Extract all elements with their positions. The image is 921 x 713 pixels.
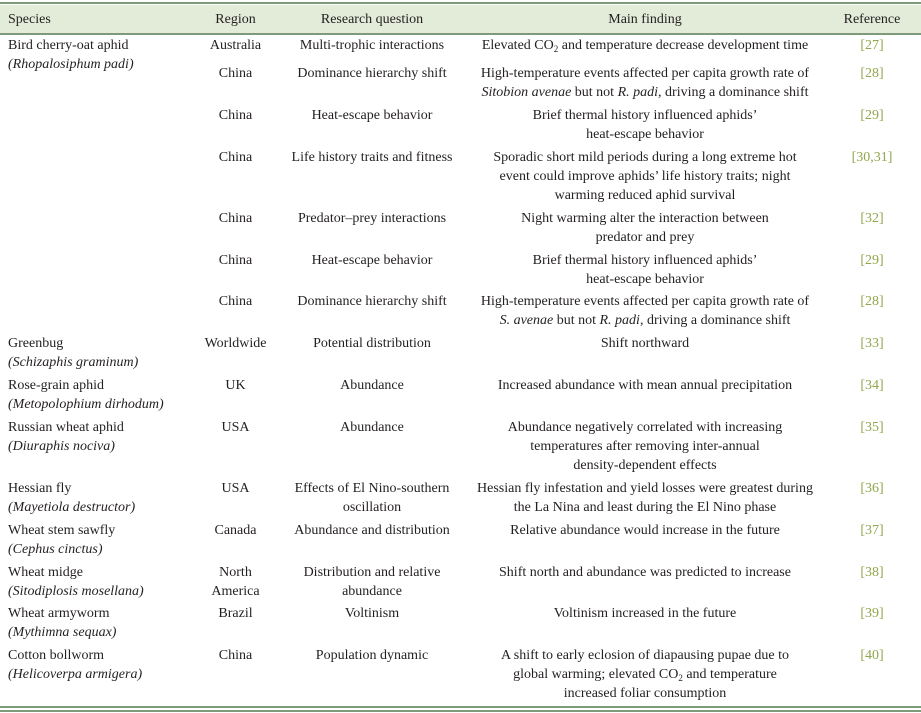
- main-finding-line: High-temperature events affected per capita growth rate of: [480, 294, 810, 309]
- region-cell: China: [218, 648, 253, 663]
- main-finding-line: Abundance negatively correlated with increasing: [507, 420, 783, 435]
- species-common-name: Wheat armyworm: [8, 606, 110, 621]
- main-finding-line: S. avenae but not R. padi, driving a dominance shift: [499, 313, 791, 328]
- reference-link[interactable]: [34]: [860, 378, 884, 393]
- reference-link[interactable]: [27]: [860, 38, 884, 53]
- reference-link[interactable]: [35]: [860, 420, 884, 435]
- species-latin-name: (Schizaphis graminum): [8, 355, 139, 370]
- header-main-finding: Main finding: [608, 12, 682, 27]
- region-cell: Worldwide: [204, 336, 267, 351]
- research-question-cell: Effects of El Nino-southern: [294, 481, 450, 496]
- research-question-cell: Abundance: [340, 420, 404, 435]
- main-finding-line: the La Nina and least during the El Nino phase: [513, 500, 777, 515]
- species-common-name: Cotton bollworm: [8, 648, 105, 663]
- main-finding-line: Shift northward: [600, 336, 690, 351]
- research-question-cell: Heat-escape behavior: [311, 253, 433, 268]
- main-finding-line: Brief thermal history influenced aphids’: [532, 253, 758, 268]
- main-finding-line: Brief thermal history influenced aphids’: [532, 108, 758, 123]
- reference-link[interactable]: [28]: [860, 66, 884, 81]
- species-common-name: Russian wheat aphid: [8, 420, 124, 435]
- table-header: [0, 5, 921, 33]
- research-question-cell: Potential distribution: [313, 336, 431, 351]
- region-cell: North: [219, 565, 252, 580]
- research-question-cell: oscillation: [342, 500, 402, 515]
- reference-link[interactable]: [39]: [860, 606, 884, 621]
- research-question-cell: Life history traits and fitness: [291, 150, 453, 165]
- species-latin-name: (Mayetiola destructor): [8, 500, 136, 515]
- main-finding-line: Shift north and abundance was predicted to increase: [499, 565, 791, 580]
- research-question-cell: Dominance hierarchy shift: [297, 294, 447, 309]
- species-common-name: Wheat stem sawfly: [8, 523, 116, 538]
- region-cell: Australia: [209, 38, 262, 53]
- main-finding-line: increased foliar consumption: [563, 686, 727, 701]
- reference-link[interactable]: [28]: [860, 294, 884, 309]
- reference-link[interactable]: [38]: [860, 565, 884, 580]
- header-region: Region: [215, 12, 256, 27]
- main-finding-line: global warming; elevated $CO_2$ and temperature: [513, 667, 777, 683]
- species-common-name: Greenbug: [8, 336, 64, 351]
- research-question-cell: Predator–prey interactions: [297, 211, 447, 226]
- main-finding-line: Elevated $CO_2$ and temperature decrease development time: [481, 38, 809, 54]
- main-finding-line: temperatures after removing inter-annual: [530, 439, 760, 454]
- header-rule: [0, 33, 921, 35]
- research-question-cell: Abundance: [340, 378, 404, 393]
- main-finding-line: density-dependent effects: [573, 458, 717, 473]
- region-cell: China: [218, 150, 253, 165]
- region-cell: USA: [221, 481, 250, 496]
- reference-link[interactable]: [29]: [860, 108, 884, 123]
- bottom-rule-2: [0, 710, 921, 712]
- top-rule: [0, 2, 921, 4]
- species-common-name: Wheat midge: [8, 565, 84, 580]
- main-finding-line: Night warming alter the interaction between: [521, 211, 769, 226]
- research-question-cell: abundance: [342, 584, 402, 599]
- region-cell: China: [218, 253, 253, 268]
- research-question-cell: Abundance and distribution: [294, 523, 450, 538]
- species-latin-name: (Mythimna sequax): [8, 625, 117, 640]
- research-question-cell: Population dynamic: [315, 648, 429, 663]
- region-cell: Canada: [214, 523, 257, 538]
- main-finding-line: Voltinism increased in the future: [553, 606, 737, 621]
- region-cell: Brazil: [218, 606, 253, 621]
- reference-link[interactable]: [30,31]: [851, 150, 893, 165]
- reference-link[interactable]: [33]: [860, 336, 884, 351]
- research-question-cell: Distribution and relative: [303, 565, 441, 580]
- research-question-cell: Heat-escape behavior: [311, 108, 433, 123]
- header-reference: Reference: [843, 12, 901, 27]
- main-finding-line: Increased abundance with mean annual precipitation: [497, 378, 793, 393]
- main-finding-line: Sporadic short mild periods during a long extreme hot: [493, 150, 797, 165]
- main-finding-line: A shift to early eclosion of diapausing pupae due to: [500, 648, 790, 663]
- main-finding-line: heat-escape behavior: [586, 127, 704, 142]
- region-cell: America: [211, 584, 260, 599]
- main-finding-line: predator and prey: [595, 230, 695, 245]
- main-finding-line: Relative abundance would increase in the future: [510, 523, 780, 538]
- region-cell: China: [218, 294, 253, 309]
- header-research-question: Research question: [320, 12, 424, 27]
- reference-link[interactable]: [36]: [860, 481, 884, 496]
- main-finding-line: Hessian fly infestation and yield losses were greatest during: [477, 481, 813, 496]
- main-finding-line: heat-escape behavior: [586, 272, 704, 287]
- bottom-rule-1: [0, 706, 921, 708]
- reference-link[interactable]: [32]: [860, 211, 884, 226]
- research-question-cell: Multi-trophic interactions: [299, 38, 445, 53]
- species-latin-name: (Diuraphis nociva): [8, 439, 115, 454]
- species-common-name: Hessian fly: [8, 481, 72, 496]
- species-latin-name: (Rhopalosiphum padi): [8, 57, 134, 72]
- region-cell: China: [218, 108, 253, 123]
- region-cell: UK: [225, 378, 246, 393]
- species-latin-name: (Metopolophium dirhodum): [8, 397, 164, 412]
- reference-link[interactable]: [29]: [860, 253, 884, 268]
- main-finding-line: Sitobion avenae but not R. padi, driving a dominance shift: [481, 85, 809, 100]
- species-latin-name: (Helicoverpa armigera): [8, 667, 143, 682]
- species-latin-name: (Sitodiplosis mosellana): [8, 584, 144, 599]
- species-latin-name: (Cephus cinctus): [8, 542, 103, 557]
- header-species: Species: [8, 12, 51, 27]
- region-cell: China: [218, 211, 253, 226]
- main-finding-line: High-temperature events affected per capita growth rate of: [480, 66, 810, 81]
- main-finding-line: warming reduced aphid survival: [554, 188, 736, 203]
- research-question-cell: Voltinism: [344, 606, 400, 621]
- region-cell: USA: [221, 420, 250, 435]
- species-common-name: Rose-grain aphid: [8, 378, 105, 393]
- region-cell: China: [218, 66, 253, 81]
- species-common-name: Bird cherry-oat aphid: [8, 38, 129, 53]
- main-finding-line: event could improve aphids’ life history traits; night: [499, 169, 791, 184]
- reference-link[interactable]: [40]: [860, 648, 884, 663]
- reference-link[interactable]: [37]: [860, 523, 884, 538]
- research-question-cell: Dominance hierarchy shift: [297, 66, 447, 81]
